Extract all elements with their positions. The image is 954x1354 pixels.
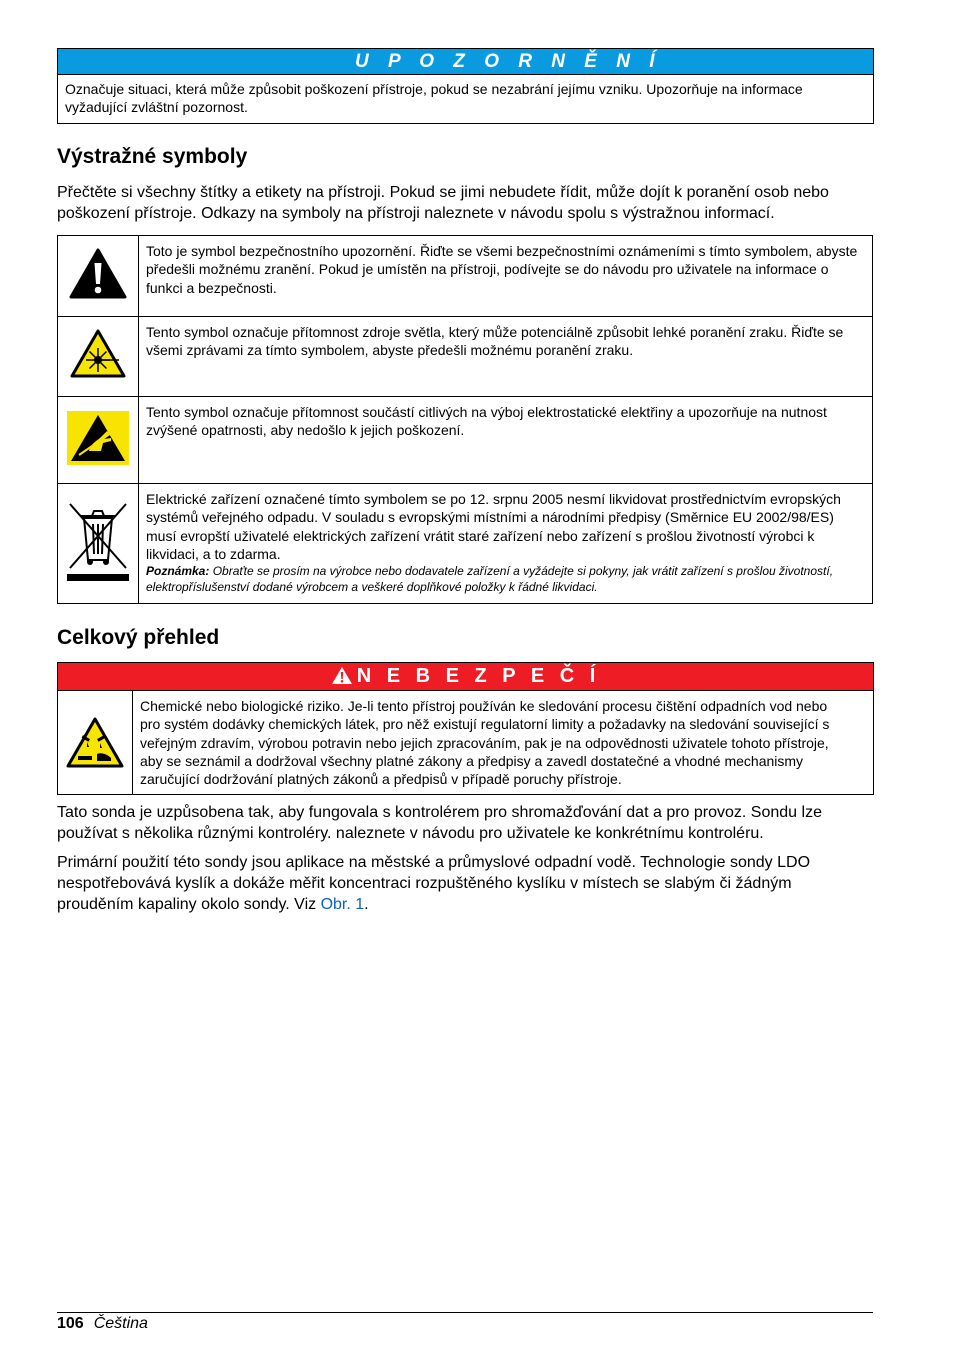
table-row [58,397,873,484]
danger-row [58,691,873,794]
esd-icon [58,397,139,484]
note-text: Obraťte se prosím na výrobce nebo dodavatele zařízení a vyžádejte si pokyny, jak vrátit zařízení s prošlou životností, elektropříslušenství dodané výrobcem a veškeré doplňkové položky k řádné likvidaci. [146,564,834,595]
warning-triangle-icon [331,666,353,685]
laser-hazard-icon [58,317,139,397]
overview-paragraph-2 [57,852,873,915]
table-row [58,236,873,317]
paragraph-2-end: . [364,896,369,914]
page-content [57,48,873,915]
symbol-description: Toto je symbol bezpečnostního upozornění. Řiďte se všemi bezpečnostními oznámeními s tímto symbolem, abyste předešli možnému zranění. Pokud je umístěn na přístroji, podívejte se do návodu pro uživatele na informace o funkci a bezpečnosti. [139,236,873,317]
overview-paragraph-1: Tato sonda je uzpůsobena tak, aby fungovala s kontrolérem pro shromažďování dat a pro provoz. Sondu lze používat s několika různými kontroléry. naleznete v návodu pro uživatele ke konkrétnímu kontroléru. [57,804,822,843]
paragraph-2-text: Primární použití této sondy jsou aplikace na městské a průmyslové odpadní vodě. Technologie sondy LDO nespotřebovává kyslík a dokáže měřit koncentraci rozpuštěného kyslíku v místech se slabým či žádným prouděním kapaliny okolo sondy. Viz [57,854,811,914]
danger-text: Chemické nebo biologické riziko. Je-li tento přístroj používán ke sledování procesu čištění odpadních vod nebo pro systém dodávky chemických látek, pro něž existují regulatorní limity a požadavky na sledování související s veřejným zdravím, výrobou potravin nebo jejich zpracováním, pak je na odpovědnosti uživatele tohoto přístroje, aby se seznámil a dodržoval všechny platné zákony a předpisy a zavedl dostatečné a vhodné mechanismy zaručující dodržování platných zákonů a předpisů v případě poruchy přístroje. [140,698,830,788]
weee-crossed-bin-icon [58,484,139,604]
symbols-table [57,235,873,604]
notice-text: Označuje situaci, která může způsobit poškození přístroje, pokud se nezabrání jejímu vzniku. Upozorňuje na informace vyžadující zvláštní pozornost. [65,81,803,115]
weee-text: Elektrické zařízení označené tímto symbolem se po 12. srpnu 2005 nesmí likvidovat prostřednictvím evropských systémů veřejného odpadu. V souladu s evropskými místními a národními předpisy (Směrnice EU 2002/98/ES) musí evropští uživatelé elektrických zařízení vrátit staré zařízení nebo zařízení s prošlou životností výrobci k likvidaci, a to zdarma. [146,491,841,562]
section-heading-overview: Celkový přehled [57,626,220,649]
symbol-description: Tento symbol označuje přítomnost součástí citlivých na výboj elektrostatické elektřiny a upozorňuje na nutnost zvýšené opatrnosti, aby nedošlo k jejich poškození. [139,397,873,484]
danger-title: N E B E Z P E Č Í [356,665,601,687]
figure-1-link[interactable]: Obr. 1 [320,896,365,914]
symbol-description [139,484,873,604]
warning-symbols-intro: Přečtěte si všechny štítky a etikety na přístroji. Pokud se jimi nebudete řídit, může dojít k poranění osob nebo poškození přístroje. Odkazy na symboly na přístroji naleznete v návodu spolu s výstražnou informací. [57,184,829,222]
safety-alert-icon [58,236,139,317]
weee-note [146,563,864,595]
table-row [58,317,873,397]
notice-box [57,48,874,124]
table-row [58,484,873,604]
notice-title: U P O Z O R N Ě N Í [58,49,873,75]
danger-box [57,662,874,795]
danger-header [58,663,873,691]
section-heading-warning-symbols: Výstražné symboly [57,145,248,168]
page-footer [57,1312,873,1333]
page-number: 106 [57,1315,84,1332]
chemical-hazard-icon [58,691,133,794]
symbol-description: Tento symbol označuje přítomnost zdroje světla, který může potenciálně způsobit lehké poranění zraku. Řiďte se všemi zprávami za tímto symbolem, abyste předešli možnému poranění zraku. [139,317,873,397]
footer-language: Čeština [93,1315,148,1332]
note-label: Poznámka: [146,564,210,579]
